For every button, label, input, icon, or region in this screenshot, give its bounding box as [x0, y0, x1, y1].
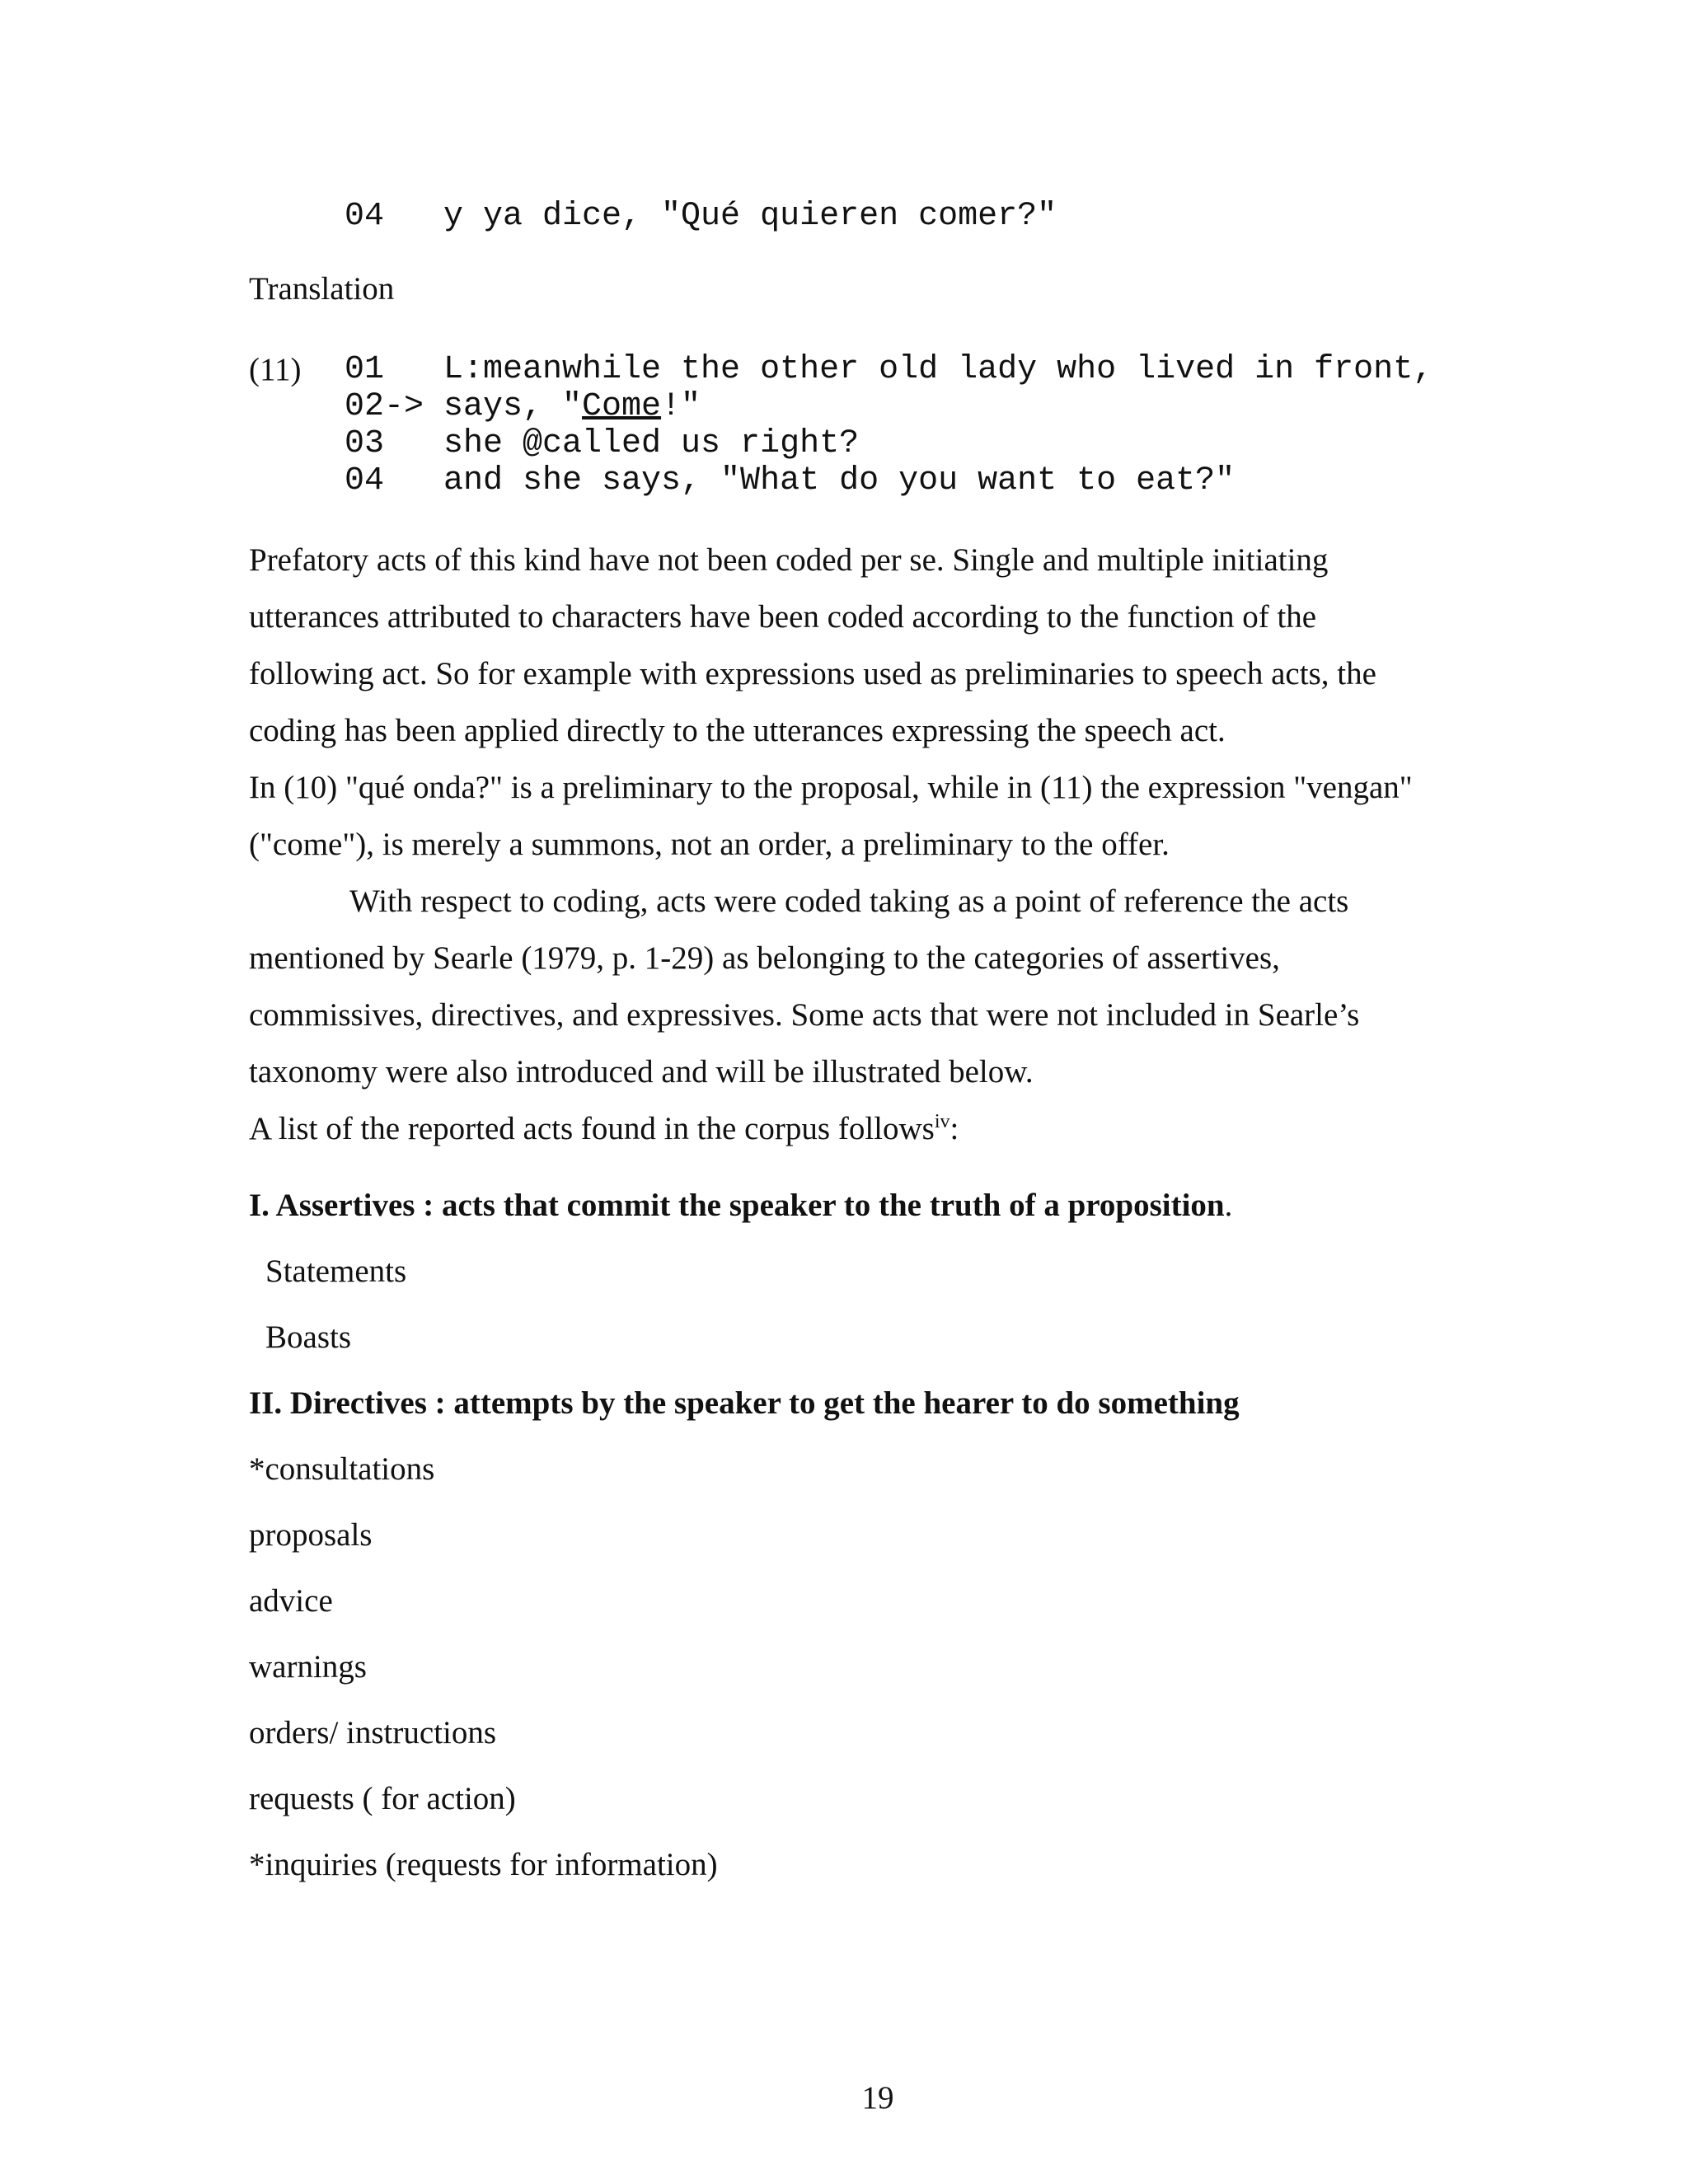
transcript-line	[345, 462, 1235, 499]
example-label: (11)	[249, 352, 302, 387]
list-item: *inquiries (requests for information)	[249, 1847, 718, 1882]
line-number: 04	[345, 462, 385, 499]
paragraph-tail: :	[950, 1111, 959, 1146]
line-number: 01	[345, 351, 385, 388]
line-number: 02->	[345, 388, 424, 425]
body-paragraph	[249, 1100, 1436, 1157]
line-text-pre: says, "	[443, 388, 583, 425]
endnote-marker: iv	[934, 1111, 950, 1132]
line-text: she @called us right?	[443, 425, 860, 462]
line-text: and she says, "What do you want to eat?"	[443, 462, 1236, 499]
underlined-word: Come	[582, 388, 662, 425]
translation-label: Translation	[249, 271, 395, 307]
list-item: warnings	[249, 1649, 367, 1685]
list-item: requests ( for action)	[249, 1781, 516, 1816]
transcript-line	[345, 425, 859, 462]
body-paragraph: Prefatory acts of this kind have not been coded per se. Single and multiple initiating utterances attributed to characters have been coded according to the function of the following act. So for example with expressions used as preliminaries to speech acts, the coding has been applied directly to the utterances expressing the speech act.	[249, 542, 1376, 748]
list-item: *consultations	[249, 1451, 435, 1487]
line-number: 03	[345, 425, 385, 462]
transcript-line	[345, 351, 1432, 388]
list-item: Statements	[265, 1254, 407, 1289]
section-heading-text: I. Assertives : acts that commit the speaker to the truth of a proposition	[249, 1188, 1225, 1223]
line-text-post: !"	[661, 388, 701, 425]
section-heading	[249, 1187, 1232, 1224]
line-text: L:meanwhile the other old lady who lived in front,	[443, 351, 1433, 388]
list-item: Boasts	[265, 1319, 352, 1355]
transcript-line	[345, 198, 1057, 235]
section-heading: II. Directives : attempts by the speaker to get the hearer to do something	[249, 1385, 1240, 1421]
section-heading-tail: .	[1224, 1188, 1233, 1223]
body-paragraph: With respect to coding, acts were coded taking as a point of reference the acts mentioned by Searle (1979, p. 1-29) as belonging to the categories of assertives, commissives, directives, and expressives. Some acts that were not included in Searle’s taxonomy were also introduced and will be illustrated below.	[249, 883, 1360, 1090]
body-paragraph: In (10) "qué onda?" is a preliminary to the proposal, while in (11) the expression "vengan" ("come"), is merely a summons, not an order, a preliminary to the offer.	[249, 770, 1413, 862]
list-item: advice	[249, 1583, 333, 1619]
list-item: proposals	[249, 1517, 373, 1553]
line-number: 04	[345, 198, 385, 235]
list-item: orders/ instructions	[249, 1715, 497, 1750]
page-number: 19	[861, 2080, 894, 2116]
paragraph-text: A list of the reported acts found in the corpus follows	[249, 1111, 935, 1146]
line-text: y ya dice, "Qué quieren comer?"	[443, 198, 1057, 235]
transcript-line	[345, 388, 701, 425]
